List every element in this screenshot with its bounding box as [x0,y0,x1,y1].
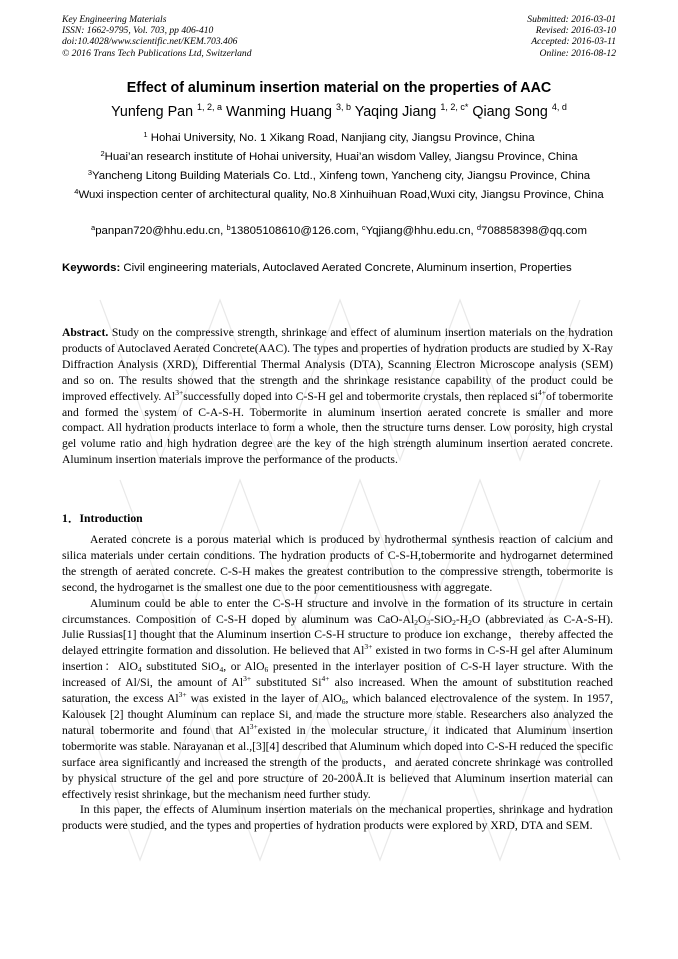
email-address[interactable]: panpan720@hhu.edu.cn, [95,225,227,237]
email-marker: b [226,223,231,232]
paper-title: Effect of aluminum insertion material on the properties of AAC [126,80,552,96]
keywords [62,262,613,275]
email-marker: a [91,223,96,232]
affiliation-2 [62,150,616,166]
email-marker: d [476,223,482,232]
affiliation-4 [62,188,616,204]
author-affiliation-marker: 1, 2, c* [440,102,469,112]
email-address[interactable]: 708858398@qq.com [481,225,587,237]
author-name: Yunfeng Pan [111,104,194,120]
affiliation-1 [62,131,616,147]
author-name: Qiang Song [472,104,548,120]
superscript: 3+ [175,387,184,397]
paragraph: Aerated concrete is a porous material which is produced by hydrothermal synthesis reaction of calcium and silica materials under certain conditions. The hydration products of C-S-H,tobermorite and hydrogarnet determined the strength of aerated concrete. C-S-H makes the greatest contribution to the compressive strength, tobermorite is second, the hydrogarnet is the smallest one due to the poor cementitiousness with aggregate. [62,533,613,594]
abstract-label: Abstract. [62,326,109,339]
affiliation-text: Wuxi inspection center of architectural quality, No.8 Xinhuihuan Road,Wuxi city, Jiangsu Province, China [78,189,604,201]
journal-name: Key Engineering Materials [62,14,167,25]
abstract-text: successfully doped into C-S-H gel and tobermorite crystals, then replaced si [183,389,539,403]
superscript: 4+ [538,387,546,397]
keywords-label: Keywords: [62,262,121,274]
revised-date: Revised: 2016-03-10 [535,25,616,37]
copyright-line: © 2016 Trans Tech Publications Ltd, Switzerland [62,47,252,59]
email-address[interactable]: 13805108610@126.com, [230,225,362,237]
paragraph: In this paper, the effects of Aluminum insertion materials on the mechanical properties, shrinkage and hydration products were studied, and the types and properties of hydration products were explored by XRD, DTA and SEM. [62,803,613,833]
journal-info [62,14,252,59]
author-list [0,104,678,120]
paragraph: Aluminum could be able to enter the C-S-H structure and involve in the formation of its structure in certain circumstances. Composition of C-S-H doped by aluminum was CaO-$Al_2O_3-SiO_2-H_2O$ (abbreviated as C-A-S-H). Julie Russias[1] thought that the Aluminum insertion C-S-H structure to produce ion exchange，thereby affected the delayed ettringite formation and dissolution. He believed that $Al^{3+}$ existed in two forms in C-S-H gel after Aluminum insertion：AlO$_4$ substituted SiO$_4$, or AlO$_6$ presented in the interlayer position of C-S-H layer structure. With the increased of Al/Si, the amount of $Al^{3+}$ substituted $Si^{4+}$ also increased. When the amount of substitution reached saturation, the excess $Al^{3+}$ was existed in the layer of AlO$_6$, which balanced electrovalence of the system. In 1957, Kalousek [2] thought Aluminum can replace Si, and made the structure more stable. Researchers also analyzed the natural tobermorite and found that $Al^{3+}existed$ in the molecular structure, it indicated that Aluminum insertion tobermorite was stable. Narayanan et al.,[3][4] described that Aluminum which doped into C-S-H reduced the specific surface area significantly and increased the strength of the products，and aerated concrete shrinkage was controlled by physical structure of the gel and pore structure of 20-200Å.It is believed that Aluminum insertion material can effectively resist shrinkage, but the mechanism need further study. [62,596,613,801]
accepted-date: Accepted: 2016-03-11 [531,36,616,48]
affiliation-number: 4 [74,187,79,196]
keywords-text: Civil engineering materials, Autoclaved Aerated Concrete, Aluminum insertion, Properties [120,262,572,274]
journal-header [62,14,616,66]
author-name: Yaqing Jiang [354,104,437,120]
author-affiliation-marker: 1, 2, a [197,102,223,112]
affiliation-text: Huai’an research institute of Hohai university, Huai’an wisdom Valley, Jiangsu Province, China [104,151,578,163]
section-number: 1． [62,512,80,525]
author-affiliation-marker: 4, d [551,102,567,112]
affiliation-text: Hohai University, No. 1 Xikang Road, Nanjiang city, Jiangsu Province, China [150,132,535,144]
abstract-text: of tobermorite and formed the system of C-A-S-H. Tobermorite in aluminum insertion aerated concrete is smaller and more compact. All hydration products interlace to form a whole, then the structure turns denser. Low porosity, high crystal gel volume ratio and high hydration degree are the key of the high strength aluminum insertion aerated concrete. Aluminum insertion materials improve the performance of the products. [62,389,613,467]
email-address[interactable]: Yqjiang@hhu.edu.cn, [365,225,477,237]
author-emails [62,225,616,237]
section-title: Introduction [79,512,143,525]
introduction-body [62,532,613,834]
affiliation-number: 1 [143,130,148,139]
affiliation-number: 3 [87,168,93,177]
affiliation-number: 2 [100,149,105,158]
email-marker: c [361,223,366,232]
section-heading-introduction [62,510,143,526]
online-date: Online: 2016-08-12 [539,47,616,59]
submitted-date: Submitted: 2016-03-01 [527,14,616,25]
author-name: Wanming Huang [226,104,333,120]
publication-dates [527,14,616,59]
author-affiliation-marker: 3, b [336,102,352,112]
affiliation-text: Yancheng Litong Building Materials Co. Ltd., Xinfeng town, Yancheng city, Jiangsu Province, China [92,170,591,182]
abstract-text: Study on the compressive strength, shrinkage and effect of aluminum insertion materials on the hydration products of Autoclaved Aerated Concrete(AAC). The types and properties of hydration products are studied by X-Ray Diffraction Analysis (XRD), Differential Thermal Analysis (DTA), Scanning Electron Microscope analysis (SEM) and so on. The results showed that the strength and the shrinkage resistance capability of the product could be improved effectively. Al [62,326,613,403]
issn-line: ISSN: 1662-9795, Vol. 703, pp 406-410 [62,25,214,37]
abstract [62,325,613,468]
affiliation-3 [62,169,616,185]
doi-line: doi:10.4028/www.scientific.net/KEM.703.406 [62,36,238,48]
